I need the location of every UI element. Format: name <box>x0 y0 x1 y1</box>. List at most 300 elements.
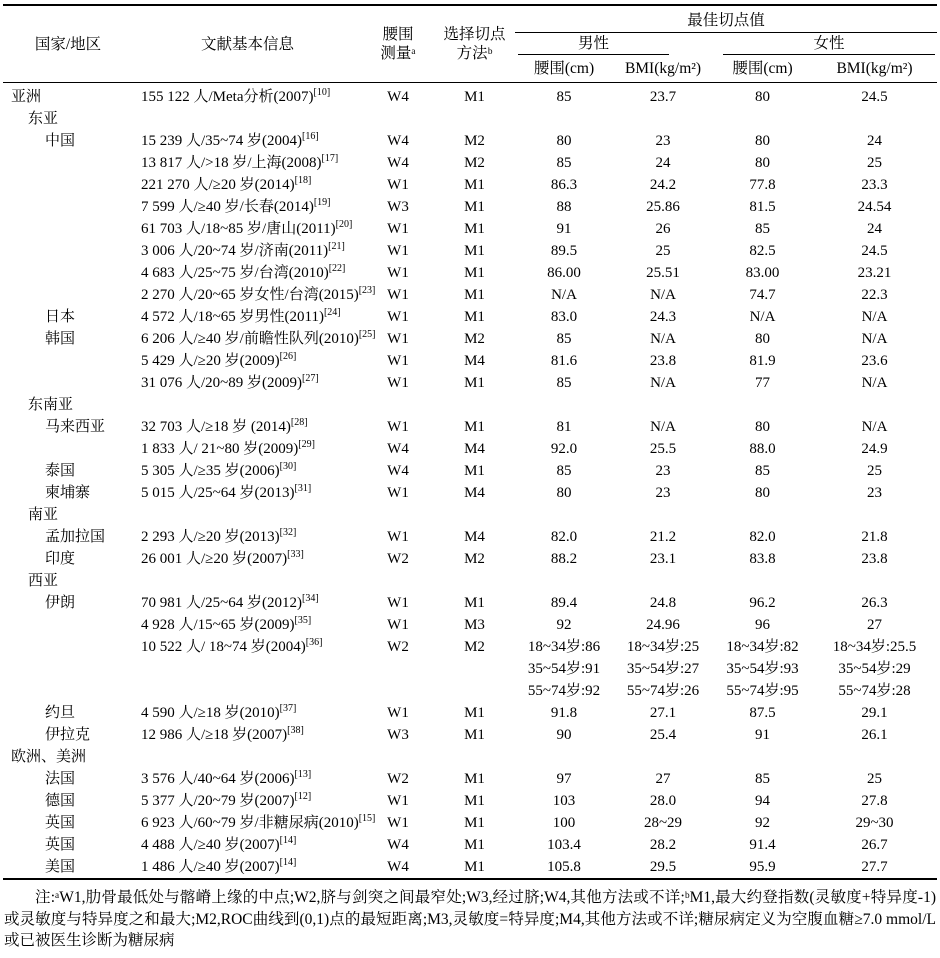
region-cell <box>3 284 133 306</box>
col-header-country <box>3 5 133 83</box>
waist-measure-cell: W4 <box>387 155 409 171</box>
table-row <box>3 130 937 152</box>
method-cell: M1 <box>464 243 485 259</box>
table-row <box>3 108 937 130</box>
method-cell <box>434 394 515 416</box>
literature-cell: 12 986 人/≥18 岁(2007)[38] <box>141 725 304 743</box>
reference-superscript: [26] <box>279 351 297 362</box>
male-wc-cell: 85 <box>556 331 572 347</box>
male-bmi-cell: N/A <box>650 331 676 347</box>
literature-cell: 32 703 人/≥18 岁 (2014)[28] <box>141 417 308 435</box>
male-wc-cell <box>515 746 613 768</box>
waist-measure-cell: W1 <box>387 705 409 721</box>
region-cell <box>3 240 133 262</box>
method-cell: M1 <box>464 771 485 787</box>
male-wc-cell: 89.5 <box>550 243 578 259</box>
female-wc-cell: 88.0 <box>749 441 776 457</box>
male-bmi-cell: 27.1 <box>649 705 677 721</box>
col-header-literature-label: 文献基本信息 <box>200 35 294 53</box>
col-group-female-label: 女性 <box>723 33 935 55</box>
waist-measure-cell: W1 <box>387 815 409 831</box>
literature-cell <box>133 108 362 130</box>
table-row <box>3 284 937 306</box>
female-wc-cell: 85 <box>755 771 770 787</box>
table-row <box>3 790 937 812</box>
literature-cell <box>133 570 362 592</box>
male-bmi-cell <box>613 108 713 130</box>
reference-superscript: [31] <box>294 483 312 494</box>
waist-measure-cell: W1 <box>387 595 409 611</box>
reference-superscript: [36] <box>305 637 323 648</box>
table-row <box>3 834 937 856</box>
male-bmi-cell: 23.1 <box>649 551 677 567</box>
region-cell: 中国 <box>45 133 76 149</box>
col-header-method <box>434 5 515 83</box>
cutoff-table <box>3 4 937 880</box>
male-bmi-cell: 25 <box>655 243 671 259</box>
female-bmi-cell: 24.5 <box>861 89 888 105</box>
method-cell: M2 <box>464 133 485 149</box>
method-cell <box>434 746 515 768</box>
literature-cell: 5 015 人/25~64 岁(2013)[31] <box>141 483 312 501</box>
female-bmi-cell: 21.8 <box>861 529 888 545</box>
region-cell: 亚洲 <box>11 89 42 105</box>
method-cell <box>434 570 515 592</box>
waist-measure-cell: W1 <box>387 177 409 193</box>
region-cell: 韩国 <box>45 331 76 347</box>
literature-cell: 6 923 人/60~79 岁/非糖尿病(2010)[15] <box>141 813 376 831</box>
col-header-literature <box>133 5 362 83</box>
waist-measure-cell: W1 <box>387 353 409 369</box>
reference-superscript: [24] <box>323 307 341 318</box>
male-bmi-cell: 25.4 <box>649 727 677 743</box>
female-bmi-cell: N/A <box>861 331 888 347</box>
male-bmi-cell <box>613 570 713 592</box>
waist-measure-cell: W4 <box>387 133 409 149</box>
reference-superscript: [34] <box>302 593 319 604</box>
female-wc-cell: 85 <box>755 463 770 479</box>
female-wc-cell: 82.5 <box>749 243 776 259</box>
waist-measure-cell: W1 <box>387 221 409 237</box>
female-bmi-cell: 18~34岁:25.5 35~54岁:29 55~74岁:28 <box>832 639 917 699</box>
waist-measure-cell: W2 <box>387 639 409 655</box>
literature-cell: 26 001 人/≥20 岁(2007)[33] <box>141 549 304 567</box>
literature-cell <box>133 504 362 526</box>
male-wc-cell: 91.8 <box>550 705 578 721</box>
method-cell: M2 <box>464 639 485 655</box>
method-cell: M1 <box>464 793 485 809</box>
region-cell <box>3 174 133 196</box>
male-bmi-cell: N/A <box>650 375 676 391</box>
literature-cell: 1 486 人/≥40 岁(2007)[14] <box>141 857 297 875</box>
literature-cell: 3 006 人/20~74 岁/济南(2011)[21] <box>141 241 345 259</box>
female-bmi-cell: 27.8 <box>861 793 888 809</box>
female-bmi-cell <box>812 746 937 768</box>
region-cell: 马来西亚 <box>45 419 106 435</box>
table-row <box>3 416 937 438</box>
female-bmi-cell: 23.8 <box>861 551 888 567</box>
region-cell: 柬埔寨 <box>45 485 91 501</box>
male-bmi-cell: 24.2 <box>649 177 677 193</box>
region-cell <box>3 636 133 702</box>
col-group-male-label: 男性 <box>518 33 669 55</box>
region-cell: 德国 <box>45 793 76 809</box>
reference-superscript: [29] <box>298 439 315 450</box>
male-wc-cell: N/A <box>551 287 577 303</box>
female-wc-cell: 85 <box>755 221 770 237</box>
male-wc-cell: 83.0 <box>550 309 578 325</box>
literature-cell: 221 270 人/≥20 岁(2014)[18] <box>141 175 312 193</box>
method-cell: M1 <box>464 859 485 875</box>
table-row <box>3 218 937 240</box>
region-cell: 伊朗 <box>45 595 76 611</box>
waist-measure-cell: W1 <box>387 243 409 259</box>
literature-cell: 2 293 人/≥20 岁(2013)[32] <box>141 527 297 545</box>
col-header-male-wc: 腰围(cm) <box>515 55 613 83</box>
male-bmi-cell: 23.8 <box>649 353 677 369</box>
literature-cell: 15 239 人/35~74 岁(2004)[16] <box>141 131 319 149</box>
literature-cell: 31 076 人/20~89 岁(2009)[27] <box>141 373 319 391</box>
col-header-waist-line2: 测量ᵃ <box>380 45 416 62</box>
female-wc-cell: 80 <box>755 133 770 149</box>
method-cell: M4 <box>464 529 485 545</box>
method-cell: M2 <box>464 331 485 347</box>
female-wc-cell: 92 <box>755 815 770 831</box>
female-wc-cell: 77 <box>755 375 770 391</box>
female-bmi-cell: N/A <box>861 309 888 325</box>
female-bmi-cell <box>812 504 937 526</box>
region-cell: 孟加拉国 <box>45 529 106 545</box>
region-cell <box>3 196 133 218</box>
male-wc-cell: 91 <box>556 221 572 237</box>
method-cell: M1 <box>464 705 485 721</box>
col-header-waist-line1: 腰围 <box>382 26 414 43</box>
reference-superscript: [23] <box>358 285 376 296</box>
female-wc-cell: 96 <box>755 617 770 633</box>
reference-superscript: [37] <box>279 703 297 714</box>
waist-measure-cell: W2 <box>387 771 409 787</box>
col-header-waist-measure <box>362 5 434 83</box>
female-wc-cell: 81.5 <box>749 199 776 215</box>
waist-measure-cell: W2 <box>387 551 409 567</box>
male-wc-cell: 105.8 <box>547 859 581 875</box>
waist-measure-cell: W3 <box>387 199 409 215</box>
reference-superscript: [13] <box>294 769 312 780</box>
reference-superscript: [35] <box>294 615 312 626</box>
method-cell: M3 <box>464 617 485 633</box>
region-cell: 东亚 <box>28 111 59 127</box>
female-bmi-cell: 24 <box>867 133 882 149</box>
reference-superscript: [28] <box>290 417 308 428</box>
region-cell: 法国 <box>45 771 76 787</box>
male-bmi-cell: 25.5 <box>649 441 677 457</box>
waist-measure-cell <box>362 570 434 592</box>
waist-measure-cell: W4 <box>387 859 409 875</box>
reference-superscript: [21] <box>328 241 345 252</box>
female-wc-cell: N/A <box>749 309 776 325</box>
method-cell <box>434 108 515 130</box>
waist-measure-cell: W1 <box>387 529 409 545</box>
region-cell: 泰国 <box>45 463 76 479</box>
method-cell: M1 <box>464 89 485 105</box>
male-wc-cell: 100 <box>552 815 576 831</box>
method-cell <box>434 504 515 526</box>
literature-cell: 7 599 人/≥40 岁/长春(2014)[19] <box>141 197 331 215</box>
male-wc-cell: 103.4 <box>547 837 581 853</box>
female-bmi-cell: 29.1 <box>861 705 888 721</box>
region-cell: 欧洲、美洲 <box>11 749 87 765</box>
literature-cell: 4 683 人/25~75 岁/台湾(2010)[22] <box>141 263 346 281</box>
male-bmi-cell: 23 <box>655 485 671 501</box>
table-row <box>3 746 937 768</box>
female-wc-cell: 81.9 <box>749 353 776 369</box>
table-row <box>3 570 937 592</box>
region-cell: 伊拉克 <box>45 727 91 743</box>
male-bmi-cell: 23 <box>655 463 671 479</box>
method-cell: M1 <box>464 309 485 325</box>
col-header-male-bmi: BMI(kg/m²) <box>613 55 713 83</box>
male-bmi-cell: 24.8 <box>649 595 677 611</box>
female-wc-cell: 80 <box>755 419 770 435</box>
female-bmi-cell: 23.6 <box>861 353 888 369</box>
literature-cell: 5 377 人/20~79 岁(2007)[12] <box>141 791 312 809</box>
reference-superscript: [20] <box>335 219 353 230</box>
literature-cell: 4 572 人/18~65 岁男性(2011)[24] <box>141 307 341 325</box>
reference-superscript: [22] <box>328 263 346 274</box>
male-bmi-cell: N/A <box>650 419 676 435</box>
male-wc-cell: 92.0 <box>550 441 578 457</box>
female-wc-cell: 82.0 <box>749 529 776 545</box>
female-wc-cell <box>713 570 812 592</box>
literature-cell: 70 981 人/25~64 岁(2012)[34] <box>141 593 319 611</box>
literature-cell <box>133 746 362 768</box>
male-bmi-cell: 23.7 <box>649 89 677 105</box>
reference-superscript: [25] <box>358 329 376 340</box>
table-row <box>3 328 937 350</box>
region-cell: 英国 <box>45 837 76 853</box>
literature-cell: 5 305 人/≥35 岁(2006)[30] <box>141 461 297 479</box>
male-wc-cell: 85 <box>556 155 572 171</box>
table-row <box>3 240 937 262</box>
waist-measure-cell <box>362 108 434 130</box>
table-row <box>3 152 937 174</box>
col-group-male <box>515 33 713 56</box>
male-wc-cell: 80 <box>556 485 572 501</box>
literature-cell: 4 590 人/≥18 岁(2010)[37] <box>141 703 297 721</box>
female-bmi-cell: 24.54 <box>857 199 892 215</box>
female-wc-cell <box>713 108 812 130</box>
reference-superscript: [19] <box>313 197 331 208</box>
waist-measure-cell: W1 <box>387 287 409 303</box>
male-wc-cell: 89.4 <box>550 595 578 611</box>
table-row <box>3 592 937 614</box>
waist-measure-cell: W1 <box>387 265 409 281</box>
literature-cell: 2 270 人/20~65 岁女性/台湾(2015)[23] <box>141 285 376 303</box>
literature-cell: 13 817 人/>18 岁/上海(2008)[17] <box>141 153 339 171</box>
reference-superscript: [32] <box>279 527 297 538</box>
region-cell: 西亚 <box>28 573 59 589</box>
table-row <box>3 636 937 702</box>
table-row <box>3 174 937 196</box>
literature-cell: 10 522 人/ 18~74 岁(2004)[36] <box>141 637 323 655</box>
female-bmi-cell: 23.21 <box>857 265 892 281</box>
method-cell: M4 <box>464 441 485 457</box>
female-wc-cell: 83.8 <box>749 551 776 567</box>
female-wc-cell: 94 <box>755 793 770 809</box>
col-header-method-line2: 方法ᵇ <box>456 45 493 62</box>
female-wc-cell: 18~34岁:82 35~54岁:93 55~74岁:95 <box>726 639 799 699</box>
reference-superscript: [33] <box>287 549 304 560</box>
table-row <box>3 702 937 724</box>
table-row <box>3 548 937 570</box>
method-cell: M1 <box>464 177 485 193</box>
reference-superscript: [18] <box>294 175 312 186</box>
male-bmi-cell: 28.2 <box>649 837 677 853</box>
literature-cell: 3 576 人/40~64 岁(2006)[13] <box>141 769 312 787</box>
male-wc-cell: 85 <box>556 89 572 105</box>
female-bmi-cell: 26.3 <box>861 595 888 611</box>
male-wc-cell: 92 <box>556 617 572 633</box>
male-bmi-cell: N/A <box>650 287 676 303</box>
female-bmi-cell <box>812 108 937 130</box>
male-wc-cell: 97 <box>556 771 572 787</box>
waist-measure-cell <box>362 746 434 768</box>
female-wc-cell: 96.2 <box>749 595 776 611</box>
table-row <box>3 460 937 482</box>
female-wc-cell <box>713 504 812 526</box>
waist-measure-cell: W1 <box>387 419 409 435</box>
male-wc-cell: 103 <box>552 793 576 809</box>
region-cell <box>3 152 133 174</box>
method-cell: M1 <box>464 221 485 237</box>
female-wc-cell: 80 <box>755 89 770 105</box>
female-bmi-cell: 25 <box>867 155 882 171</box>
female-wc-cell: 95.9 <box>749 859 776 875</box>
reference-superscript: [14] <box>279 835 297 846</box>
waist-measure-cell: W1 <box>387 309 409 325</box>
col-header-method-line1: 选择切点 <box>443 26 506 43</box>
method-cell: M1 <box>464 199 485 215</box>
reference-superscript: [16] <box>302 131 319 142</box>
waist-measure-cell: W4 <box>387 463 409 479</box>
female-bmi-cell: 22.3 <box>861 287 888 303</box>
method-cell: M1 <box>464 375 485 391</box>
female-bmi-cell: 24 <box>867 221 882 237</box>
female-wc-cell: 77.8 <box>749 177 776 193</box>
male-bmi-cell: 23 <box>655 133 671 149</box>
table-row <box>3 856 937 879</box>
waist-measure-cell <box>362 504 434 526</box>
female-bmi-cell: 25 <box>867 771 882 787</box>
male-wc-cell <box>515 504 613 526</box>
female-wc-cell: 87.5 <box>749 705 776 721</box>
table-row <box>3 350 937 372</box>
method-cell: M1 <box>464 419 485 435</box>
waist-measure-cell: W1 <box>387 617 409 633</box>
female-wc-cell: 80 <box>755 485 770 501</box>
female-bmi-cell: 25 <box>867 463 882 479</box>
female-wc-cell: 80 <box>755 155 770 171</box>
region-cell: 日本 <box>45 309 76 325</box>
male-bmi-cell: 18~34岁:25 35~54岁:27 55~74岁:26 <box>626 639 700 699</box>
table-row <box>3 372 937 394</box>
male-wc-cell: 90 <box>556 727 572 743</box>
female-bmi-cell: 24.9 <box>861 441 888 457</box>
table-row <box>3 438 937 460</box>
male-wc-cell: 88.2 <box>550 551 578 567</box>
method-cell: M4 <box>464 485 485 501</box>
female-bmi-cell: 26.1 <box>861 727 888 743</box>
method-cell: M1 <box>464 287 485 303</box>
table-row <box>3 724 937 746</box>
table-body <box>3 83 937 880</box>
method-cell: M1 <box>464 727 485 743</box>
method-cell: M1 <box>464 463 485 479</box>
male-bmi-cell <box>613 504 713 526</box>
female-wc-cell: 91 <box>755 727 770 743</box>
female-wc-cell: 83.00 <box>745 265 780 281</box>
reference-superscript: [38] <box>287 725 304 736</box>
reference-superscript: [10] <box>313 87 331 98</box>
table-header <box>3 5 937 83</box>
female-bmi-cell: 29~30 <box>855 815 894 831</box>
method-cell: M1 <box>464 265 485 281</box>
male-bmi-cell <box>613 394 713 416</box>
table-row <box>3 614 937 636</box>
waist-measure-cell: W1 <box>387 793 409 809</box>
literature-cell: 61 703 人/18~85 岁/唐山(2011)[20] <box>141 219 353 237</box>
reference-superscript: [30] <box>279 461 297 472</box>
reference-superscript: [17] <box>321 153 339 164</box>
male-bmi-cell: 25.51 <box>646 265 680 281</box>
literature-cell: 4 488 人/≥40 岁(2007)[14] <box>141 835 297 853</box>
male-wc-cell: 88 <box>556 199 572 215</box>
table-row <box>3 306 937 328</box>
region-cell: 美国 <box>45 859 76 875</box>
female-bmi-cell: 23 <box>867 485 882 501</box>
table-row <box>3 262 937 284</box>
region-cell: 约旦 <box>45 705 76 721</box>
waist-measure-cell: W1 <box>387 331 409 347</box>
waist-measure-cell: W4 <box>387 89 409 105</box>
literature-cell: 6 206 人/≥40 岁/前瞻性队列(2010)[25] <box>141 329 376 347</box>
male-wc-cell: 86.00 <box>547 265 581 281</box>
table-row <box>3 812 937 834</box>
male-bmi-cell: 27 <box>655 771 671 787</box>
table-row <box>3 504 937 526</box>
male-wc-cell: 82.0 <box>550 529 578 545</box>
waist-measure-cell: W3 <box>387 727 409 743</box>
waist-measure-cell: W1 <box>387 375 409 391</box>
literature-cell: 5 429 人/≥20 岁(2009)[26] <box>141 351 297 369</box>
method-cell: M2 <box>464 155 485 171</box>
male-bmi-cell: 24.96 <box>646 617 680 633</box>
male-wc-cell: 18~34岁:86 35~54岁:91 55~74岁:92 <box>527 639 601 699</box>
method-cell: M2 <box>464 551 485 567</box>
male-bmi-cell: 25.86 <box>646 199 680 215</box>
female-bmi-cell <box>812 394 937 416</box>
female-bmi-cell: 24.5 <box>861 243 888 259</box>
female-bmi-cell: 27 <box>867 617 882 633</box>
table-row <box>3 526 937 548</box>
method-cell: M1 <box>464 815 485 831</box>
region-cell <box>3 614 133 636</box>
male-wc-cell <box>515 570 613 592</box>
col-group-best-cutoff: 最佳切点值 <box>515 5 937 33</box>
region-cell <box>3 218 133 240</box>
table-footnote: 注:ᵃW1,肋骨最低处与髂嵴上缘的中点;W2,脐与剑突之间最窄处;W3,经过脐;W4,其他方法或不详;ᵇM1,最大约登指数(灵敏度+特异度-1)或灵敏度与特异度之和最大;M2,ROC曲线到(0,1)点的最短距离;M3,灵敏度=特异度;M4,其他方法或不详;糖尿病定义为空腹血糖≥7.0 mmol/L或已被医生诊断为糖尿病 <box>4 889 936 949</box>
col-group-female <box>713 33 937 56</box>
